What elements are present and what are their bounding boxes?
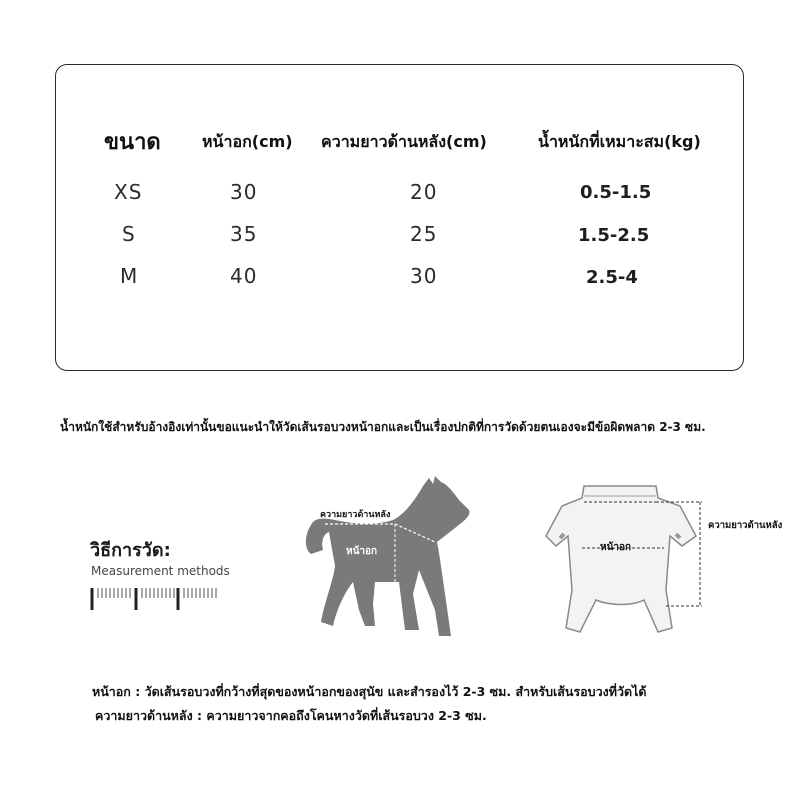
chest-xs: 30 xyxy=(230,180,258,204)
back-length-xs: 20 xyxy=(410,180,438,204)
garment-diagram xyxy=(540,482,720,634)
dog-silhouette-icon xyxy=(306,476,469,636)
chest-m: 40 xyxy=(230,264,258,288)
weight-s: 1.5-2.5 xyxy=(578,225,650,246)
dog-diagram xyxy=(295,470,485,640)
back-length-s: 25 xyxy=(410,222,438,246)
garment-back-length-label: ความยาวด้านหลัง xyxy=(708,520,783,531)
dog-chest-label: หน้าอก xyxy=(346,546,378,557)
chest-description: หน้าอก : วัดเส้นรอบวงที่กว้างที่สุดของหน้าอกของสุนัข และสำรองไว้ 2-3 ซม. สำหรับเส้นรอบวงที่วัดได้ xyxy=(92,684,647,699)
garment-chest-label: หน้าอก xyxy=(600,542,632,553)
size-s: S xyxy=(122,222,136,246)
size-m: M xyxy=(120,264,139,288)
dog-shirt-icon xyxy=(546,486,696,632)
header-weight: น้ำหนักที่เหมาะสม(kg) xyxy=(538,132,701,151)
ruler-icon xyxy=(90,586,220,612)
chest-s: 35 xyxy=(230,222,258,246)
dog-back-length-label: ความยาวด้านหลัง xyxy=(320,510,391,520)
measurement-title: วิธีการวัด: xyxy=(90,540,171,561)
weight-m: 2.5-4 xyxy=(586,267,638,288)
size-xs: XS xyxy=(114,180,143,204)
weight-xs: 0.5-1.5 xyxy=(580,182,652,203)
back-length-m: 30 xyxy=(410,264,438,288)
back-length-description: ความยาวด้านหลัง : ความยาวจากคอถึงโคนหางวัดที่เส้นรอบวง 2-3 ซม. xyxy=(95,708,487,723)
measurement-subtitle: Measurement methods xyxy=(91,564,230,578)
header-back-length: ความยาวด้านหลัง(cm) xyxy=(321,132,487,151)
header-size: ขนาด xyxy=(104,130,161,155)
header-chest: หน้าอก(cm) xyxy=(202,132,293,151)
size-chart-card xyxy=(55,64,744,371)
weight-note: น้ำหนักใช้สำหรับอ้างอิงเท่านั้นขอแนะนำให้วัดเส้นรอบวงหน้าอกและเป็นเรื่องปกติที่การวัดด้วยตนเองจะมีข้อผิดพลาด 2-3 ซม. xyxy=(60,420,706,434)
